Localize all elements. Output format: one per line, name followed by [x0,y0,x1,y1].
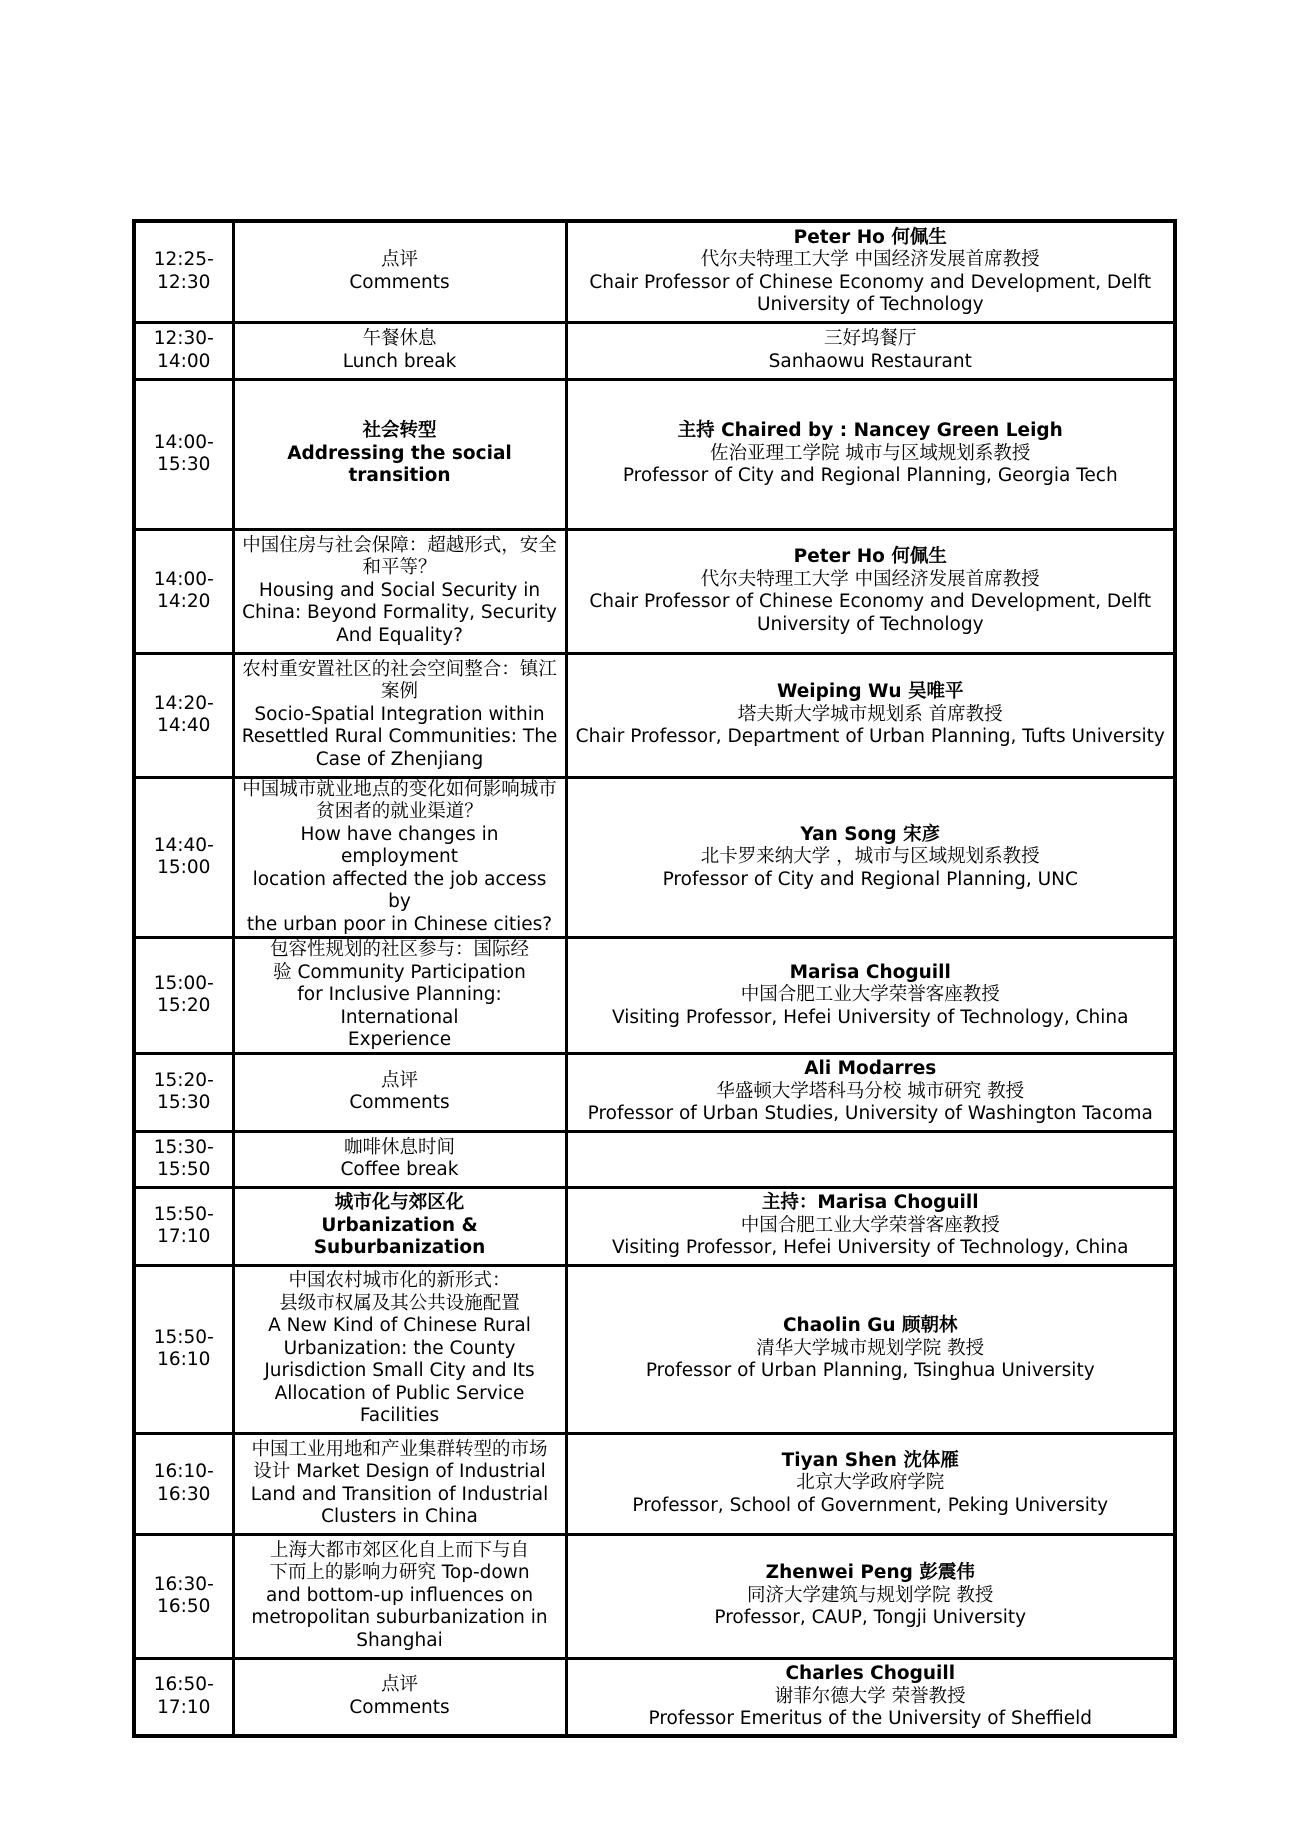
schedule-row [134,777,1175,938]
topic-cell [233,1534,566,1658]
speaker-cell-line: Professor of City and Regional Planning, UNC [662,868,1078,890]
speaker-cell-line: Professor of City and Regional Planning, Georgia Tech [622,465,1118,487]
time-cell [134,1265,233,1433]
time-cell-line: 14:20 [157,591,211,612]
topic-cell-line: location affected the job access by [252,868,547,912]
speaker-cell [566,221,1175,322]
topic-cell-line: the urban poor in Chinese cities? [246,913,553,935]
topic-cell-line: Urbanization: the County [283,1337,516,1359]
topic-cell [233,221,566,322]
topic-cell [233,938,566,1054]
speaker-cell-line: 代尔夫特理工大学 中国经济发展首席教授 [700,249,1040,271]
topic-cell-line: Jurisdiction Small City and Its [264,1360,535,1382]
speaker-cell [566,379,1175,529]
topic-cell-line: 城市化与郊区化 [334,1192,465,1214]
topic-cell [233,1265,566,1433]
time-cell-line: 12:30 [157,271,211,293]
time-cell-line: 15:50 [157,1159,211,1180]
speaker-cell-line: 谢菲尔德大学 荣誉教授 [774,1685,966,1707]
speaker-cell-line: Charles Choguill [785,1663,956,1684]
speaker-cell [566,938,1175,1054]
speaker-cell-line: 主持 Chaired by : Nancey Green Leigh [677,420,1063,442]
speaker-cell [566,777,1175,938]
topic-cell-line: A New Kind of Chinese Rural [268,1315,531,1337]
time-cell-line: 14:00- [153,568,214,590]
time-cell [134,529,233,653]
topic-cell-line: 午餐休息 [362,328,437,349]
topic-cell-line: Coffee break [340,1159,459,1180]
schedule-row [134,938,1175,1054]
speaker-cell-line: Chaolin Gu 顾朝林 [782,1315,958,1337]
time-cell [134,938,233,1054]
time-cell-line: 16:30 [157,1483,211,1505]
topic-cell-line: 农村重安置社区的社会空间整合：镇江 [242,658,557,680]
speaker-cell-line: 佐治亚理工学院 城市与区域规划系教授 [710,442,1031,464]
speaker-cell-line: Chair Professor of Chinese Economy and Development, Delft [589,591,1152,612]
topic-cell [233,529,566,653]
time-cell-line: 14:40 [157,715,211,736]
topic-cell-line: 中国城市就业地点的变化如何影响城市 [242,778,557,800]
topic-cell-line: Resettled Rural Communities: The [241,726,558,748]
time-cell-line: 15:20- [153,1069,214,1091]
speaker-cell-line: 中国合肥工业大学荣誉客座教授 [740,984,1000,1005]
speaker-cell-line: Professor of Urban Studies, University of Washington Tacoma [587,1103,1153,1125]
speaker-cell-line: Tiyan Shen 沈体雁 [781,1449,959,1471]
speaker-cell [566,1131,1175,1187]
topic-cell-line: 点评 [380,1069,418,1091]
topic-cell [233,1658,566,1736]
speaker-cell-line: 三好坞餐厅 [823,328,917,349]
topic-cell-line: 贫困者的就业渠道？ [316,801,483,822]
time-cell-line: 15:30 [157,454,211,475]
speaker-cell-line: Chair Professor of Chinese Economy and Development, Delft [589,271,1152,293]
time-cell-line: 15:50- [153,1203,214,1225]
topic-cell-line: 社会转型 [362,420,437,442]
topic-cell [233,1187,566,1265]
topic-cell-line: 县级市权属及其公共设施配置 [279,1292,520,1314]
topic-cell-line: Clusters in China [321,1506,478,1527]
topic-cell-line: 点评 [380,1674,418,1696]
topic-cell-line: Case of Zhenjiang [315,748,484,770]
topic-cell-line: 案例 [380,681,418,703]
time-cell-line: 16:50 [157,1596,211,1617]
topic-cell [233,777,566,938]
topic-cell-line: Comments [349,1696,450,1718]
schedule-row [134,1534,1175,1658]
schedule-body [134,221,1175,1736]
schedule-row [134,1265,1175,1433]
schedule-row [134,1053,1175,1131]
time-cell-line: 15:50- [153,1326,214,1348]
time-cell-line: 15:30- [153,1136,214,1158]
topic-cell [233,653,566,777]
speaker-cell [566,1187,1175,1265]
topic-cell [233,379,566,529]
topic-cell-line: Lunch break [342,350,457,372]
topic-cell-line: Addressing the social transition [287,442,512,487]
speaker-cell-line: Visiting Professor, Hefei University of Technology, China [612,1006,1129,1028]
topic-cell-line: for Inclusive Planning: International [297,984,502,1028]
speaker-cell-line: Weiping Wu 吴唯平 [776,681,964,703]
time-cell [134,1187,233,1265]
topic-cell-line: Experience [347,1029,452,1050]
topic-cell-line: 点评 [380,249,418,271]
topic-cell-line: Socio-Spatial Integration within [254,703,545,725]
time-cell-line: 15:20 [157,995,211,1017]
speaker-cell-line: 华盛顿大学塔科马分校 城市研究 教授 [716,1080,1025,1102]
topic-cell-line: How have changes in employment [300,823,499,867]
topic-cell-line: 验 Community Participation [273,961,526,983]
schedule-row [134,653,1175,777]
speaker-cell-line: 代尔夫特理工大学 中国经济发展首席教授 [700,568,1040,590]
topic-cell-line: 上海大都市郊区化自上而下与自 [269,1539,529,1561]
time-cell [134,221,233,322]
time-cell [134,653,233,777]
schedule-row [134,322,1175,379]
speaker-cell-line: University of Technology [756,294,984,316]
topic-cell-line: 设计 Market Design of Industrial [253,1461,546,1482]
topic-cell [233,1053,566,1131]
topic-cell-line: Land and Transition of Industrial [250,1483,549,1505]
speaker-cell-line: Marisa Choguill [789,961,951,983]
time-cell-line: 15:00- [153,972,214,994]
time-cell-line: 15:30 [157,1092,211,1113]
speaker-cell-line: Professor, School of Government, Peking University [632,1494,1109,1516]
time-cell-line: 12:30- [153,328,214,349]
time-cell [134,1131,233,1187]
speaker-cell [566,653,1175,777]
topic-cell-line: Shanghai [356,1629,443,1651]
topic-cell-line: Housing and Social Security in [258,579,541,601]
schedule-table [132,219,1177,1738]
speaker-cell-line: Yan Song 宋彦 [800,823,941,845]
topic-cell [233,322,566,379]
speaker-cell-line: University of Technology [756,613,984,635]
schedule-row [134,1187,1175,1265]
topic-cell-line: China: Beyond Formality, Security [242,602,557,624]
speaker-cell-line: 清华大学城市规划学院 教授 [756,1337,985,1359]
topic-cell-line: 和平等？ [362,557,437,579]
speaker-cell [566,1534,1175,1658]
speaker-cell-line: 主持：Marisa Choguill [761,1192,979,1214]
speaker-cell-line: Zhenwei Peng 彭震伟 [765,1562,975,1584]
speaker-cell-line: Ali Modarres [804,1058,937,1080]
speaker-cell-line: Professor of Urban Planning, Tsinghua University [645,1360,1095,1382]
speaker-cell-line: Visiting Professor, Hefei University of Technology, China [612,1237,1129,1259]
speaker-cell-line: Professor Emeritus of the University of Sheffield [648,1708,1093,1729]
time-cell-line: 14:00- [153,431,214,453]
speaker-cell-line: 中国合肥工业大学荣誉客座教授 [740,1214,1000,1236]
speaker-cell-line: Peter Ho 何佩生 [793,546,947,567]
time-cell-line: 14:40- [153,834,214,856]
speaker-cell [566,1658,1175,1736]
speaker-cell-line: Peter Ho 何佩生 [793,226,947,248]
time-cell-line: 14:20- [153,692,214,714]
schedule-row [134,379,1175,529]
topic-cell-line: 中国住房与社会保障：超越形式，安全 [242,534,557,556]
topic-cell [233,1131,566,1187]
time-cell [134,322,233,379]
schedule-row [134,1433,1175,1534]
speaker-cell-line: 北卡罗来纳大学 ，城市与区域规划系教授 [700,846,1040,867]
topic-cell [233,1433,566,1534]
schedule-row [134,529,1175,653]
schedule-row [134,1658,1175,1736]
topic-cell-line: 咖啡休息时间 [343,1136,455,1158]
topic-cell-line: Facilities [359,1405,440,1427]
time-cell-line: 12:25- [153,249,214,271]
time-cell [134,379,233,529]
speaker-cell [566,529,1175,653]
schedule-row [134,1131,1175,1187]
time-cell-line: 17:10 [157,1696,211,1718]
speaker-cell [566,1053,1175,1131]
schedule-row [134,221,1175,322]
speaker-cell [566,322,1175,379]
topic-cell-line: Allocation of Public Service [274,1382,525,1404]
topic-cell-line: 中国农村城市化的新形式： [288,1270,511,1292]
topic-cell-line: 包容性规划的社区参与：国际经 [269,939,529,960]
speaker-cell [566,1433,1175,1534]
topic-cell-line: Comments [349,271,450,293]
time-cell-line: 16:50- [153,1674,214,1696]
time-cell [134,1658,233,1736]
topic-cell-line: Urbanization & Suburbanization [313,1214,486,1259]
topic-cell-line: and bottom-up influences on [265,1584,534,1606]
time-cell-line: 16:10- [153,1461,214,1482]
topic-cell-line: And Equality? [336,624,463,646]
time-cell-line: 16:30- [153,1573,214,1595]
time-cell-line: 16:10 [157,1349,211,1370]
speaker-cell-line: Professor, CAUP, Tongji University [714,1607,1027,1629]
speaker-cell [566,1265,1175,1433]
topic-cell-line: 下而上的影响力研究 Top-down [269,1562,530,1584]
speaker-cell-line: 塔夫斯大学城市规划系 首席教授 [737,703,1003,725]
speaker-cell-line: Sanhaowu Restaurant [768,350,972,372]
topic-cell-line: Comments [349,1092,450,1113]
time-cell [134,777,233,938]
time-cell-line: 15:00 [157,857,211,879]
time-cell [134,1534,233,1658]
speaker-cell-line: 同济大学建筑与规划学院 教授 [747,1584,994,1606]
topic-cell-line: 中国工业用地和产业集群转型的市场 [251,1438,548,1460]
speaker-cell-line: Chair Professor, Department of Urban Planning, Tufts University [575,726,1165,748]
time-cell [134,1433,233,1534]
time-cell [134,1053,233,1131]
time-cell-line: 14:00 [157,350,211,372]
topic-cell-line: metropolitan suburbanization in [251,1607,548,1629]
time-cell-line: 17:10 [157,1226,211,1247]
speaker-cell-line: 北京大学政府学院 [796,1472,945,1494]
